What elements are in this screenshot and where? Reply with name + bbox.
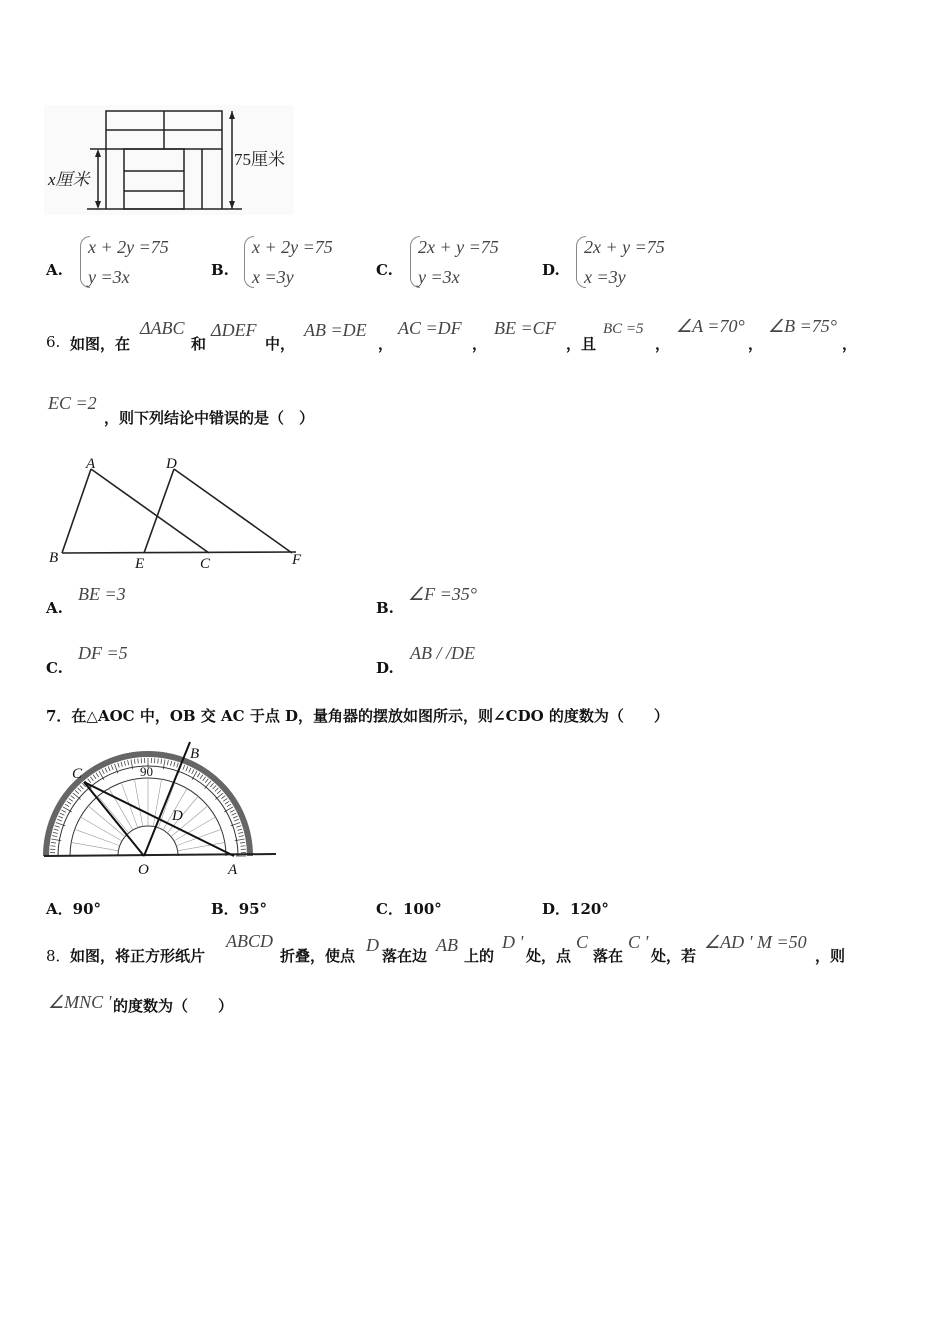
q6-text-question: ，则下列结论中错误的是（ ） bbox=[104, 409, 315, 427]
q5-option-c-eq2: y =3x bbox=[418, 267, 460, 287]
q6-text-zhong: 中， bbox=[265, 335, 296, 353]
protractor-tick bbox=[237, 829, 242, 830]
q5-option-d-letter: D. bbox=[542, 261, 560, 279]
protractor-tick bbox=[60, 813, 64, 815]
q6-comma-5: ， bbox=[842, 335, 858, 353]
protractor-tick bbox=[71, 796, 75, 799]
protractor-tick bbox=[221, 796, 225, 799]
protractor-tick bbox=[232, 813, 236, 815]
protractor-figure bbox=[40, 740, 280, 878]
protractor-tick bbox=[55, 826, 60, 828]
protractor-tick bbox=[54, 829, 59, 830]
protractor-tick bbox=[223, 798, 227, 801]
q8-text-2: 折叠，使点 bbox=[280, 947, 356, 965]
q8-number: 8． bbox=[46, 947, 71, 965]
q7-option-d-value: 120° bbox=[570, 900, 609, 918]
q6-option-d-letter: D. bbox=[376, 659, 394, 677]
q8-text-5: 处，点 bbox=[526, 947, 572, 965]
protractor-tick bbox=[128, 760, 129, 765]
protractor-tick bbox=[158, 759, 159, 764]
protractor-tick bbox=[118, 763, 120, 768]
q6-number: 6. bbox=[46, 333, 61, 351]
label-b: B bbox=[49, 550, 59, 566]
q8-side-ab: AB bbox=[436, 935, 458, 955]
q5-option-c-system bbox=[418, 232, 499, 292]
q6-comma-2: ， bbox=[472, 335, 488, 353]
label-c: C bbox=[72, 766, 83, 782]
q6-option-c-letter: C. bbox=[46, 659, 63, 677]
q7-option-b bbox=[211, 898, 267, 919]
q8-point-d: D bbox=[366, 935, 379, 955]
label-d: D bbox=[166, 456, 177, 472]
protractor-tick bbox=[75, 790, 79, 793]
q6-cond-ac-df: AC =DF bbox=[398, 318, 462, 338]
protractor-tick bbox=[51, 842, 56, 843]
q6-cond-ec: EC =2 bbox=[48, 393, 97, 413]
protractor-tick bbox=[57, 819, 62, 821]
protractor-tick bbox=[238, 832, 243, 833]
protractor-ray bbox=[178, 842, 225, 850]
protractor-tick bbox=[227, 804, 231, 807]
q7-option-a bbox=[46, 898, 101, 919]
q6-comma-3: ， bbox=[655, 335, 671, 353]
protractor-tick bbox=[161, 759, 162, 764]
protractor-tick bbox=[210, 783, 213, 787]
q6-text-qie: ，且 bbox=[566, 335, 597, 353]
q6-option-d-expr: AB / /DE bbox=[410, 643, 475, 663]
protractor-tick bbox=[80, 786, 83, 790]
label-90: 90 bbox=[140, 764, 153, 779]
label-o: O bbox=[138, 862, 149, 878]
label-f: F bbox=[292, 552, 302, 568]
protractor-tick bbox=[183, 765, 185, 770]
q8-text-4: 上的 bbox=[464, 947, 495, 965]
q8-text-7: 处，若 bbox=[651, 947, 697, 965]
q7-option-a-value: 90° bbox=[72, 900, 102, 918]
protractor-tick bbox=[233, 816, 238, 818]
q5-option-b-eq2: x =3y bbox=[252, 267, 294, 287]
label-a: A bbox=[228, 862, 238, 878]
label-b: B bbox=[190, 746, 200, 762]
question-7-text: 7．在△AOC 中，OB 交 AC 于点 D，量角器的摆放如图所示，则∠CDO 的度数为（ ） bbox=[46, 707, 669, 725]
label-e: E bbox=[135, 556, 145, 572]
q5-option-a-system bbox=[88, 232, 169, 292]
label-d: D bbox=[172, 808, 183, 824]
protractor-tick bbox=[189, 768, 191, 772]
protractor-tick bbox=[121, 762, 122, 767]
protractor-tick bbox=[93, 775, 96, 779]
protractor-tick bbox=[69, 798, 73, 801]
q5-option-a-eq1: x + 2y =75 bbox=[88, 237, 169, 257]
protractor-tick bbox=[174, 762, 175, 767]
protractor-tick bbox=[134, 759, 135, 764]
protractor-tick bbox=[234, 819, 239, 821]
protractor-tick bbox=[167, 760, 168, 765]
q6-option-c-expr: DF =5 bbox=[78, 643, 128, 663]
protractor-tick bbox=[53, 832, 58, 833]
q8-text-9: 的度数为（ ） bbox=[113, 997, 234, 1015]
protractor-tick bbox=[197, 773, 200, 777]
q7-option-d-letter: D． bbox=[542, 900, 571, 918]
protractor-tick bbox=[105, 768, 107, 772]
q6-cond-be-cf: BE =CF bbox=[494, 318, 556, 338]
protractor-tick bbox=[205, 779, 208, 783]
q6-comma-1: ， bbox=[378, 335, 394, 353]
protractor-tick bbox=[213, 786, 216, 790]
protractor-tick bbox=[200, 775, 203, 779]
protractor-tick bbox=[217, 790, 221, 793]
q7-option-c-letter: C． bbox=[376, 900, 403, 918]
triangles-figure bbox=[40, 452, 310, 574]
protractor-ray bbox=[75, 829, 120, 845]
protractor-ray bbox=[134, 779, 142, 826]
protractor-tick bbox=[124, 761, 125, 766]
protractor-tick bbox=[186, 766, 188, 771]
q5-option-d-system bbox=[584, 232, 665, 292]
protractor-tick bbox=[108, 766, 110, 771]
q5-option-c-eq1: 2x + y =75 bbox=[418, 237, 499, 257]
q5-option-b-eq1: x + 2y =75 bbox=[252, 237, 333, 257]
q7-option-d bbox=[542, 898, 609, 919]
q7-option-b-letter: B． bbox=[211, 900, 239, 918]
q6-option-b-expr: ∠F =35° bbox=[408, 584, 477, 604]
q8-point-dprime: D ' bbox=[502, 932, 524, 952]
protractor-tick bbox=[170, 761, 171, 766]
label-a: A bbox=[86, 456, 96, 472]
q8-square-abcd: ABCD bbox=[226, 931, 273, 951]
protractor-tick bbox=[236, 826, 241, 828]
protractor-tick bbox=[240, 842, 245, 843]
q5-option-a-letter: A. bbox=[46, 261, 63, 279]
protractor-tick bbox=[52, 836, 57, 837]
q6-cond-angle-b: ∠B =75° bbox=[768, 316, 837, 336]
q6-option-a-expr: BE =3 bbox=[78, 584, 126, 604]
q8-point-cprime: C ' bbox=[628, 932, 649, 952]
label-c: C bbox=[200, 556, 211, 572]
protractor-tick bbox=[61, 810, 65, 812]
q5-option-b-system bbox=[252, 232, 333, 292]
q5-option-c-letter: C. bbox=[376, 261, 393, 279]
protractor-tick bbox=[230, 810, 234, 812]
q8-angle-mnc: ∠MNC ' bbox=[48, 992, 112, 1012]
protractor-tick bbox=[65, 804, 69, 807]
protractor-tick bbox=[88, 779, 91, 783]
q5-option-a-eq2: y =3x bbox=[88, 267, 130, 287]
protractor-tick bbox=[240, 846, 245, 847]
q6-cond-ab-de: AB =DE bbox=[304, 320, 367, 340]
label-75cm: 75厘米 bbox=[234, 150, 285, 169]
q8-text-3: 落在边 bbox=[382, 947, 428, 965]
q8-point-c: C bbox=[576, 932, 589, 952]
protractor-tick bbox=[102, 769, 104, 773]
protractor-tick bbox=[90, 777, 93, 781]
q6-cond-bc: BC =5 bbox=[603, 321, 644, 337]
protractor-tick bbox=[239, 836, 244, 837]
protractor-tick bbox=[138, 759, 139, 764]
q8-text-1: 如图，将正方形纸片 bbox=[70, 947, 206, 965]
cabinet-figure bbox=[42, 103, 302, 218]
q8-angle-adm: ∠AD ' M =50 bbox=[704, 932, 807, 952]
q6-text-and: 和 bbox=[191, 335, 207, 353]
q7-option-b-value: 95° bbox=[238, 900, 268, 918]
q6-option-a-letter: A. bbox=[46, 599, 63, 617]
q5-option-d-eq2: x =3y bbox=[584, 267, 626, 287]
protractor-tick bbox=[58, 816, 63, 818]
q6-comma-4: ， bbox=[748, 335, 764, 353]
q5-option-b-letter: B. bbox=[211, 261, 229, 279]
q6-cond-angle-a: ∠A =70° bbox=[676, 316, 745, 336]
protractor-tick bbox=[67, 801, 71, 804]
q6-triangle-def: ΔDEF bbox=[211, 320, 257, 340]
protractor-tick bbox=[111, 765, 113, 770]
q6-text-1: 如图，在 bbox=[70, 335, 131, 353]
protractor-tick bbox=[177, 763, 179, 768]
q7-option-c-value: 100° bbox=[402, 900, 442, 918]
protractor-tick bbox=[203, 777, 206, 781]
protractor-ray bbox=[71, 842, 118, 850]
label-x-cm: x厘米 bbox=[48, 170, 90, 189]
protractor-tick bbox=[78, 788, 82, 791]
q8-text-8: ，则 bbox=[815, 947, 846, 965]
q5-option-d-eq1: 2x + y =75 bbox=[584, 237, 665, 257]
protractor-tick bbox=[192, 769, 194, 773]
q6-option-b-letter: B. bbox=[376, 599, 394, 617]
protractor-tick bbox=[96, 773, 99, 777]
protractor-tick bbox=[215, 788, 219, 791]
q8-text-6: 落在 bbox=[593, 947, 624, 965]
protractor-tick bbox=[225, 801, 229, 804]
q7-option-c bbox=[376, 898, 442, 919]
q6-triangle-abc: ΔABC bbox=[140, 318, 185, 338]
q7-option-a-letter: A． bbox=[46, 900, 73, 918]
protractor-tick bbox=[51, 846, 56, 847]
